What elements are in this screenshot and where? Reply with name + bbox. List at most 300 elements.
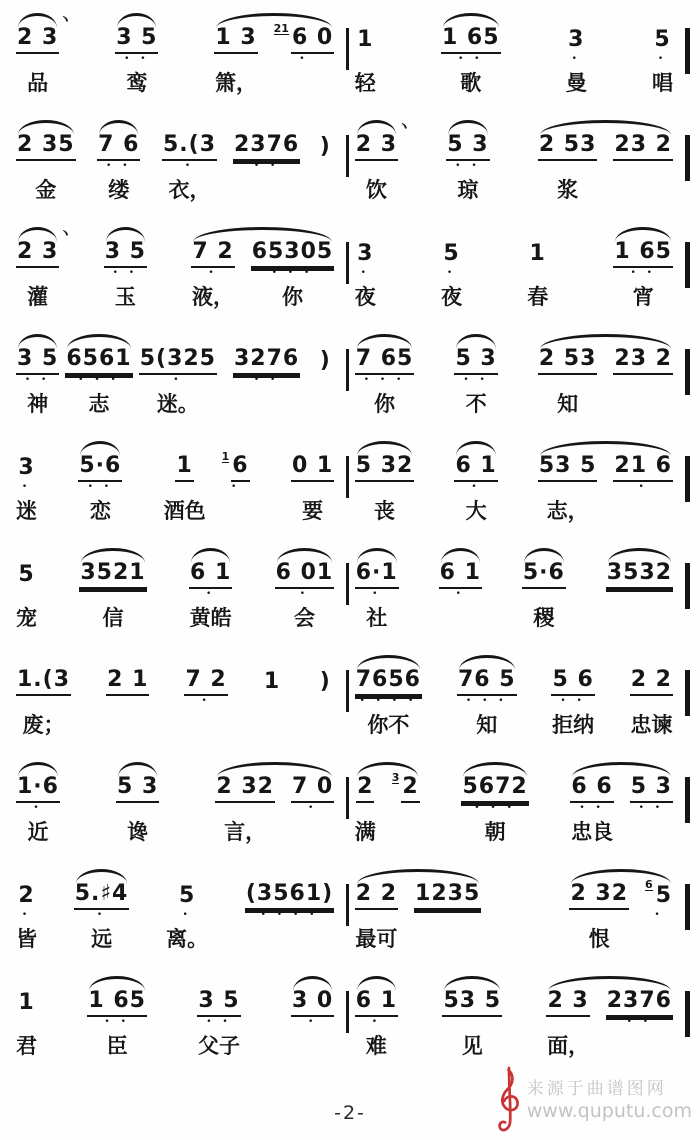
note-group [538, 347, 598, 418]
note-group [251, 240, 335, 311]
note-phrase [214, 10, 334, 97]
note-group [275, 561, 335, 632]
note-group [106, 668, 149, 739]
lyric: 曼 [565, 71, 587, 95]
note-line [221, 450, 250, 482]
note-phrase [441, 224, 462, 311]
note-text: ) [319, 134, 331, 159]
note-phrase [74, 866, 130, 953]
note-line [538, 454, 598, 482]
lyric: 最可 [355, 927, 398, 951]
note-group [613, 454, 673, 525]
note-phrase [197, 973, 240, 1060]
barline-end [685, 349, 690, 395]
octave-dots: • • [638, 803, 665, 813]
measure [12, 438, 344, 525]
lyric: 缕 [108, 178, 130, 202]
note-group [538, 133, 598, 204]
note-group [16, 454, 37, 525]
lyric: 丧 [374, 499, 396, 523]
octave-dots: • [307, 803, 318, 813]
note-line [567, 26, 585, 54]
note-phrase [652, 10, 673, 97]
note-text: 1 65 [87, 990, 147, 1017]
octave-dots: • [371, 1017, 382, 1027]
note-text: 76 5 [457, 669, 517, 696]
note-text: 3276 [233, 348, 300, 375]
note-line [233, 133, 300, 161]
note-group [16, 989, 37, 1060]
note-text: 2 53 [538, 348, 598, 375]
measure [351, 973, 683, 1060]
note-phrase [442, 973, 502, 1060]
octave-dots: • [33, 803, 43, 813]
lyric: 轻 [354, 71, 376, 95]
music-row [12, 973, 690, 1080]
note-line [538, 133, 598, 161]
slur-arc [67, 334, 130, 349]
note-phrase [16, 759, 60, 846]
note-line [630, 775, 673, 803]
note-group [613, 133, 673, 204]
slur-arc [193, 227, 332, 242]
note-line [189, 561, 232, 589]
lyric: 忠良 [571, 820, 614, 844]
note-phrase [115, 10, 158, 97]
note-line [630, 668, 673, 696]
slur-arc [191, 548, 230, 563]
note-phrase [16, 224, 73, 311]
octave-dots: • • [253, 375, 280, 385]
slur-arc [80, 441, 120, 456]
note-text: 3 [18, 455, 35, 480]
note-text: 1 [18, 990, 35, 1015]
note-line [653, 26, 671, 54]
slur-arc [456, 441, 495, 456]
note-line [17, 882, 35, 910]
note-line [355, 133, 398, 161]
octave-dots: • • [253, 161, 280, 171]
barline-mid [346, 242, 349, 284]
note-group [570, 775, 613, 846]
octave-dots: • • [206, 1017, 232, 1027]
note-phrase [355, 10, 376, 97]
measure [351, 224, 683, 311]
note-text: 2 [356, 776, 374, 803]
note-group [16, 775, 60, 846]
note-line [613, 347, 673, 375]
note-text: ) [319, 669, 331, 694]
note-line [570, 775, 613, 803]
octave-dots: • • [579, 803, 605, 813]
lyric: 酒色 [163, 499, 206, 523]
note-group [630, 775, 673, 846]
slur-arc [357, 548, 397, 563]
barline-end [685, 563, 690, 609]
note-phrase [355, 652, 422, 739]
score-body [12, 10, 690, 1080]
octave-dots: • • [104, 1017, 130, 1027]
lyric: 琼 [457, 178, 479, 202]
note-group [355, 26, 376, 97]
lyric: 浆 [557, 178, 579, 202]
octave-dots: • [299, 54, 309, 64]
lyric: 鸾 [126, 71, 148, 95]
note-group [391, 771, 420, 846]
octave-dots: • [360, 268, 370, 278]
note-line [442, 240, 460, 268]
note-text: 2 2 [355, 883, 398, 910]
slur-arc [106, 227, 145, 242]
note-phrase [355, 331, 415, 418]
octave-dots: • [184, 161, 195, 171]
note-text: 7656 [355, 669, 422, 696]
note-text: 2 3 [16, 241, 59, 268]
note-group [87, 989, 147, 1060]
lyric: 面， [547, 1034, 590, 1058]
measure [351, 545, 683, 632]
octave-dots: • • • [465, 696, 508, 706]
note-line [355, 347, 415, 375]
note-line [116, 775, 159, 803]
barline-end [685, 991, 690, 1037]
slur-arc [524, 548, 564, 563]
lyric: 品 [27, 71, 49, 95]
note-phrase [291, 973, 334, 1060]
slur-arc [548, 976, 671, 991]
note-group [645, 878, 673, 953]
note-text: 2 32 [569, 883, 629, 910]
note-group [606, 561, 673, 632]
lyric: 歌 [460, 71, 482, 95]
note-text: 3521 [79, 562, 146, 589]
note-line [17, 454, 35, 482]
note-text: 3 5 [16, 348, 59, 375]
note-group [104, 240, 147, 311]
note-line [529, 240, 547, 268]
note-text: 6·1 [355, 562, 399, 589]
note-line [16, 668, 71, 696]
octave-dots: • [208, 268, 218, 278]
music-row [12, 545, 690, 652]
note-phrase [355, 973, 398, 1060]
note-phrase [275, 545, 335, 632]
note-text: 7 6 [97, 134, 140, 161]
note-group [551, 668, 594, 739]
note-text: 2 35 [16, 134, 76, 161]
note-text: 5 3 [630, 776, 673, 803]
note-line [538, 347, 598, 375]
note-phrase [215, 759, 334, 846]
note-group [454, 454, 497, 525]
note-group [613, 347, 673, 418]
slur-arc [357, 869, 480, 884]
measure [351, 331, 683, 418]
grace-note: 21 [273, 22, 289, 35]
note-line [273, 22, 335, 54]
note-line [17, 561, 35, 589]
note-text: 6561 [65, 348, 132, 375]
music-row [12, 652, 690, 759]
note-group [355, 133, 398, 204]
note-phrase [164, 438, 250, 525]
lyric: 箫， [215, 71, 258, 95]
lyric: 远 [91, 927, 113, 951]
note-phrase [355, 117, 412, 204]
note-group [74, 882, 130, 953]
octave-dots: • • [124, 54, 150, 64]
lyric: 见 [461, 1034, 483, 1058]
note-group [546, 989, 589, 1060]
watermark-text [527, 1079, 692, 1122]
note-text: 5·6 [522, 562, 566, 589]
octave-dots: • [471, 482, 481, 492]
measure [12, 866, 344, 953]
measure [12, 545, 344, 632]
note-group [16, 133, 76, 204]
note-group [441, 240, 462, 311]
slur-arc [18, 762, 58, 777]
music-row [12, 866, 690, 973]
note-line [356, 26, 374, 54]
note-line [65, 347, 132, 375]
note-text: 6 01 [275, 562, 335, 589]
barline-mid [346, 670, 349, 712]
note-text: 1235 [414, 883, 481, 910]
note-line [74, 882, 130, 910]
note-text: 3 5 [115, 27, 158, 54]
lyric: 离。 [166, 927, 209, 951]
note-group [441, 26, 501, 97]
note-line [645, 878, 673, 910]
note-phrase [87, 973, 147, 1060]
note-text: 2 [18, 883, 35, 908]
note-text: 5672 [461, 776, 528, 803]
note-line [606, 989, 673, 1017]
barline-mid [346, 563, 349, 605]
note-line [356, 240, 374, 268]
measure [351, 652, 683, 739]
lyric: 近 [27, 820, 49, 844]
note-phrase [527, 224, 548, 311]
note-text: 23 2 [613, 134, 673, 161]
note-text: 5 [655, 883, 672, 908]
note-line [355, 668, 422, 696]
slur-arc [357, 762, 418, 777]
note-text: 6 1 [355, 990, 398, 1017]
note-phrase [16, 652, 71, 739]
barline-end [685, 884, 690, 930]
note-text: 6 1 [454, 455, 497, 482]
note-text: 5 [654, 27, 671, 52]
note-phrase [457, 652, 517, 739]
slur-arc [293, 976, 332, 991]
note-text: 2 1 [106, 669, 149, 696]
note-group [78, 454, 122, 525]
note-text: 1 65 [441, 27, 501, 54]
octave-dots: • • [112, 268, 139, 278]
note-phrase [355, 545, 399, 632]
lyric: 难 [365, 1034, 387, 1058]
octave-dots: • • [626, 1017, 653, 1027]
lyric: 拒纳 [552, 713, 595, 737]
note-phrase [106, 652, 149, 739]
note-group [613, 240, 673, 311]
watermark-url: www.quputu.com [526, 1099, 692, 1122]
note-line [184, 668, 227, 696]
note-text: 6 6 [570, 776, 613, 803]
measure [12, 224, 344, 311]
note-group [439, 561, 482, 632]
note-group [606, 989, 673, 1060]
barline-end [685, 777, 690, 823]
note-text: 5 3 [454, 348, 497, 375]
note-phrase [16, 10, 73, 97]
note-phrase [316, 652, 334, 739]
octave-dots: • • • [78, 375, 120, 385]
lyric: 黄皓 [189, 606, 232, 630]
note-group [457, 668, 517, 739]
octave-dots: • • [106, 161, 132, 171]
music-row [12, 224, 690, 331]
note-group [233, 133, 300, 204]
note-line [457, 668, 517, 696]
note-text: 53 5 [538, 455, 598, 482]
barline-end [685, 135, 690, 181]
note-group [16, 26, 59, 97]
note-text: 2 2 [630, 669, 673, 696]
slur-arc [540, 441, 671, 456]
note-phrase [441, 10, 501, 97]
note-group [184, 668, 227, 739]
note-phrase [538, 331, 673, 418]
lyric: 恨 [588, 927, 610, 951]
note-text: 0 1 [291, 455, 334, 482]
note-phrase [454, 438, 497, 525]
note-group [316, 668, 334, 739]
barline-mid [346, 135, 349, 177]
lyric: 灌 [27, 285, 49, 309]
note-group [316, 347, 334, 418]
breath-mark: ヽ [58, 226, 73, 242]
barline-end [685, 670, 690, 716]
slur-arc [444, 976, 500, 991]
note-line [191, 240, 234, 268]
note-line [104, 240, 147, 268]
measure [12, 10, 344, 97]
note-phrase [16, 866, 37, 953]
note-text: 6 0 [291, 27, 334, 54]
note-group [115, 26, 158, 97]
note-phrase [538, 438, 673, 525]
lyric: 迷 [16, 499, 37, 523]
note-text: 3532 [606, 562, 673, 589]
note-line [97, 133, 140, 161]
measure [351, 438, 683, 525]
note-phrase [454, 331, 497, 418]
note-group [461, 775, 528, 846]
slur-arc [357, 441, 413, 456]
note-text: 5 3 [116, 776, 159, 803]
note-phrase [184, 652, 227, 739]
octave-dots: • [455, 589, 465, 599]
slur-arc [459, 655, 515, 670]
lyric: 满 [354, 820, 376, 844]
note-line [245, 882, 334, 910]
slur-arc [571, 869, 671, 884]
note-phrase [355, 866, 482, 953]
octave-dots: • • [87, 482, 114, 492]
note-phrase [613, 224, 673, 311]
lyric: 你不 [367, 713, 410, 737]
note-group [263, 668, 281, 739]
octave-dots: • [654, 910, 664, 920]
measure [12, 759, 344, 846]
note-group [630, 668, 673, 739]
note-line [106, 668, 149, 696]
note-phrase [16, 973, 37, 1060]
slur-arc [118, 762, 157, 777]
note-group [355, 347, 415, 418]
note-line [355, 989, 398, 1017]
note-line [391, 771, 420, 803]
note-phrase [191, 224, 334, 311]
octave-dots: • • • [271, 268, 314, 278]
note-phrase [570, 759, 673, 846]
lyric: 唱 [652, 71, 673, 95]
slur-arc [18, 227, 57, 242]
note-group [16, 561, 37, 632]
note-group [442, 989, 502, 1060]
measure [351, 759, 683, 846]
note-line [16, 240, 59, 268]
note-line [251, 240, 335, 268]
note-text: 65305 [251, 241, 335, 268]
note-group [566, 26, 587, 97]
note-line [461, 775, 528, 803]
lyric: 液， [192, 285, 235, 309]
lyric: 会 [293, 606, 315, 630]
note-phrase [538, 117, 673, 204]
note-group [189, 561, 232, 632]
note-line [178, 882, 196, 910]
slur-arc [18, 120, 74, 135]
note-line [446, 133, 489, 161]
note-line [355, 882, 398, 910]
slur-arc [540, 334, 671, 349]
lyric: 宠 [16, 606, 37, 630]
slur-arc [357, 120, 396, 135]
note-line [613, 133, 673, 161]
note-line [441, 26, 501, 54]
note-group [162, 133, 217, 204]
measure [351, 117, 683, 204]
lyric: 大 [465, 499, 487, 523]
measure [351, 866, 683, 953]
note-line [569, 882, 629, 910]
slur-arc [463, 762, 526, 777]
octave-dots: • • [463, 375, 489, 385]
note-group [355, 668, 422, 739]
note-text: 2 53 [538, 134, 598, 161]
note-text: 7 2 [191, 241, 234, 268]
lyric: 稷 [533, 606, 555, 630]
note-group [233, 347, 300, 418]
note-group [355, 561, 399, 632]
octave-dots: • • [24, 375, 51, 385]
lyric: 言， [224, 820, 267, 844]
note-phrase [16, 117, 76, 204]
